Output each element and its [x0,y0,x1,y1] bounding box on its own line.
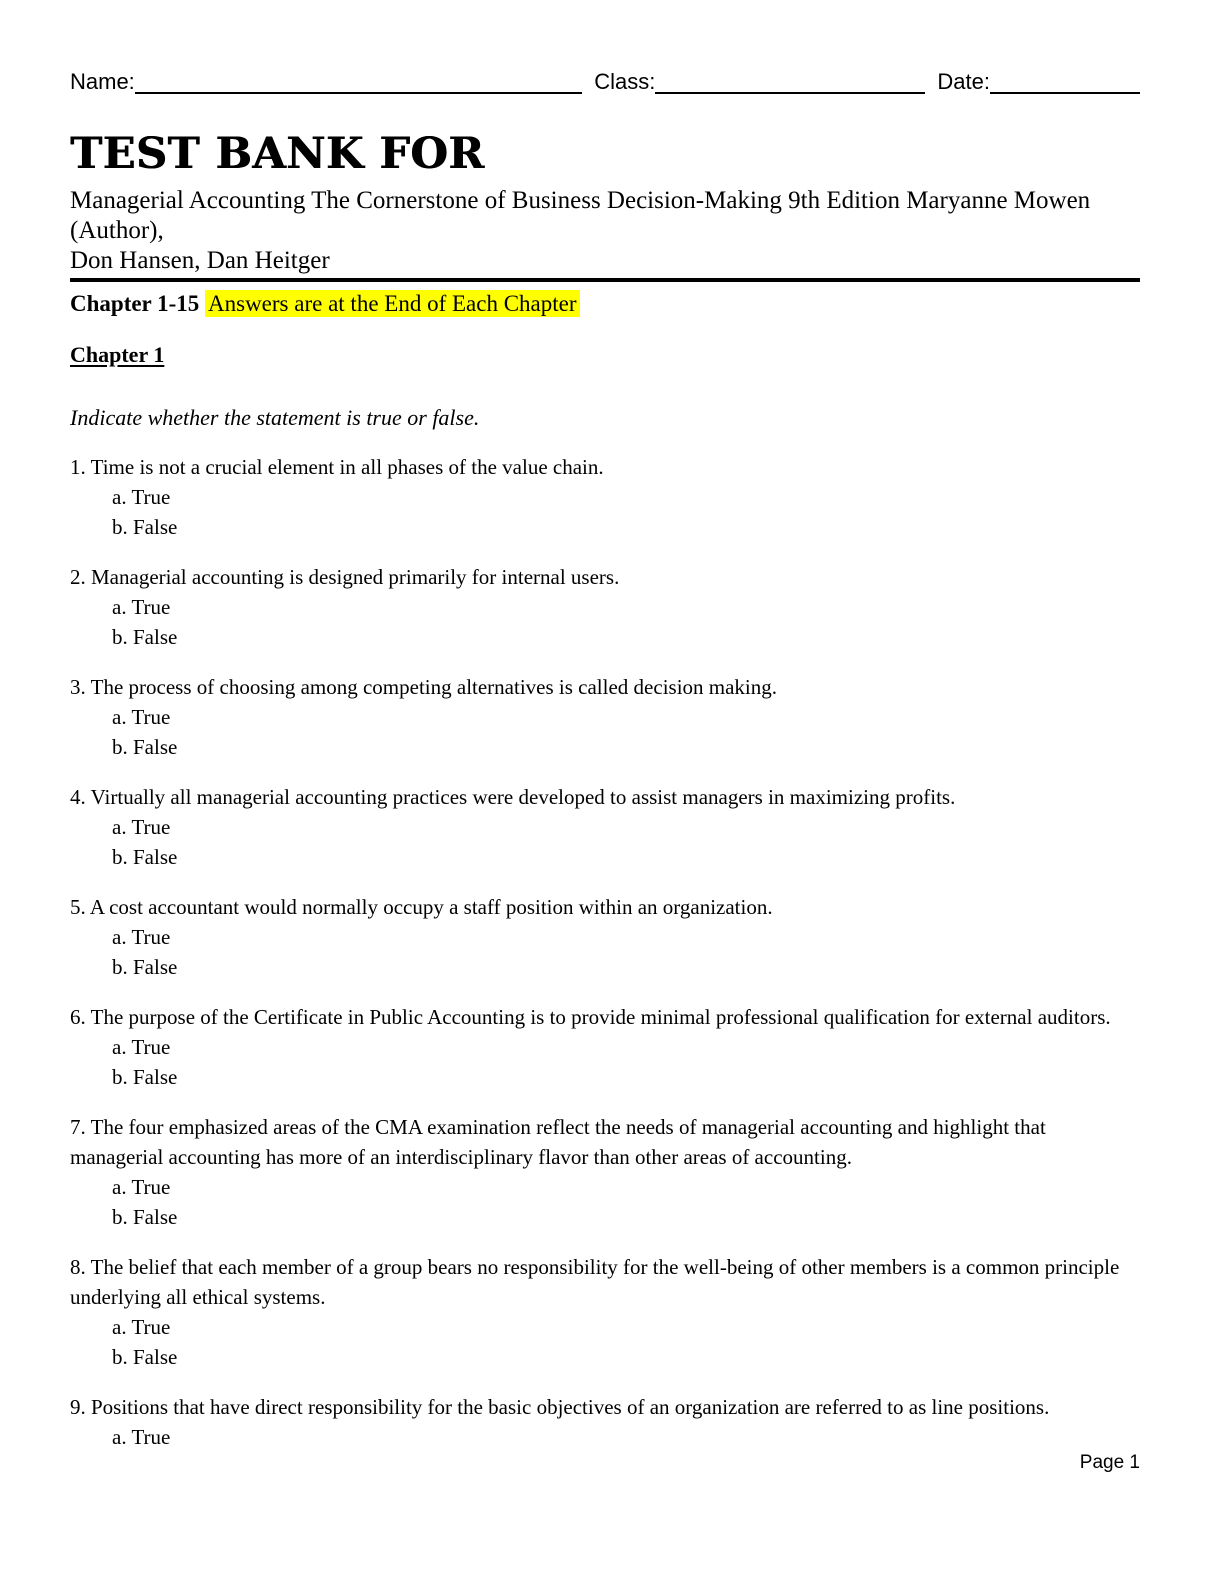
subtitle-line-1: Managerial Accounting The Cornerstone of Business Decision-Making 9th Edition Maryanne Mowen (Author), [70,187,1091,244]
question-option-b: b. False [112,625,178,649]
question-number: 4. [70,785,86,809]
instructions-text: Indicate whether the statement is true or false. [70,405,480,430]
question-option-a: a. True [112,1315,171,1339]
question-number: 8. [70,1255,86,1279]
question-option-b: b. False [112,515,178,539]
question-option-a: a. True [112,485,171,509]
date-blank-line [990,72,1140,94]
chapter-range-label: Chapter 1-15 [70,291,200,316]
question-number: 3. [70,675,86,699]
question-item-5 [70,892,1140,982]
page-number: Page 1 [1079,1452,1140,1473]
question-text: Positions that have direct responsibility for the basic objectives of an organization are referred to as line positions. [91,1395,1050,1419]
question-text: The four emphasized areas of the CMA examination reflect the needs of managerial accounting and highlight that managerial accounting has more of an interdisciplinary flavor than other areas of accounting. [70,1115,1046,1169]
chapter-range-line [70,290,1140,318]
question-text: The process of choosing among competing alternatives is called decision making. [90,675,778,699]
question-item-4 [70,782,1140,872]
document-title: TEST BANK FOR [70,129,485,179]
class-label: Class: [594,69,656,94]
question-text: The purpose of the Certificate in Public Accounting is to provide minimal professional qualification for external auditors. [90,1005,1111,1029]
question-number: 6. [70,1005,86,1029]
question-text: The belief that each member of a group bears no responsibility for the well-being of other members is a common principle underlying all ethical systems. [70,1255,1120,1309]
highlight-note: Answers are at the End of Each Chapter [205,290,580,317]
date-label: Date: [937,69,990,94]
question-text: Managerial accounting is designed primarily for internal users. [91,565,620,589]
question-text: A cost accountant would normally occupy a staff position within an organization. [89,895,773,919]
question-option-a: a. True [112,1035,171,1059]
question-number: 7. [70,1115,86,1139]
question-text: Virtually all managerial accounting practices were developed to assist managers in maximizing profits. [90,785,956,809]
question-option-b: b. False [112,1065,178,1089]
question-number: 9. [70,1395,86,1419]
question-option-b: b. False [112,845,178,869]
name-blank-line [135,72,582,94]
question-option-a: a. True [112,815,171,839]
question-option-a: a. True [112,925,171,949]
question-option-b: b. False [112,1205,178,1229]
question-number: 2. [70,565,86,589]
question-item-1 [70,452,1140,542]
name-label: Name: [70,69,135,94]
question-option-b: b. False [112,1345,178,1369]
chapter-heading: Chapter 1 [70,342,165,367]
question-option-b: b. False [112,955,178,979]
question-item-9 [70,1392,1140,1452]
question-number: 5. [70,895,86,919]
question-item-3 [70,672,1140,762]
question-option-b: b. False [112,735,178,759]
subtitle-line-2: Don Hansen, Dan Heitger [70,247,330,274]
document-subtitle [70,186,1140,276]
question-item-6 [70,1002,1140,1092]
question-item-8 [70,1252,1140,1372]
question-option-a: a. True [112,1425,171,1449]
horizontal-divider [70,278,1140,282]
question-number: 1. [70,455,86,479]
class-blank-line [655,72,925,94]
question-list [70,452,1140,1452]
question-option-a: a. True [112,1175,171,1199]
question-item-2 [70,562,1140,652]
question-option-a: a. True [112,595,171,619]
question-option-a: a. True [112,705,171,729]
question-text: Time is not a crucial element in all phases of the value chain. [90,455,604,479]
name-class-date-row [70,70,1140,94]
question-item-7 [70,1112,1140,1232]
